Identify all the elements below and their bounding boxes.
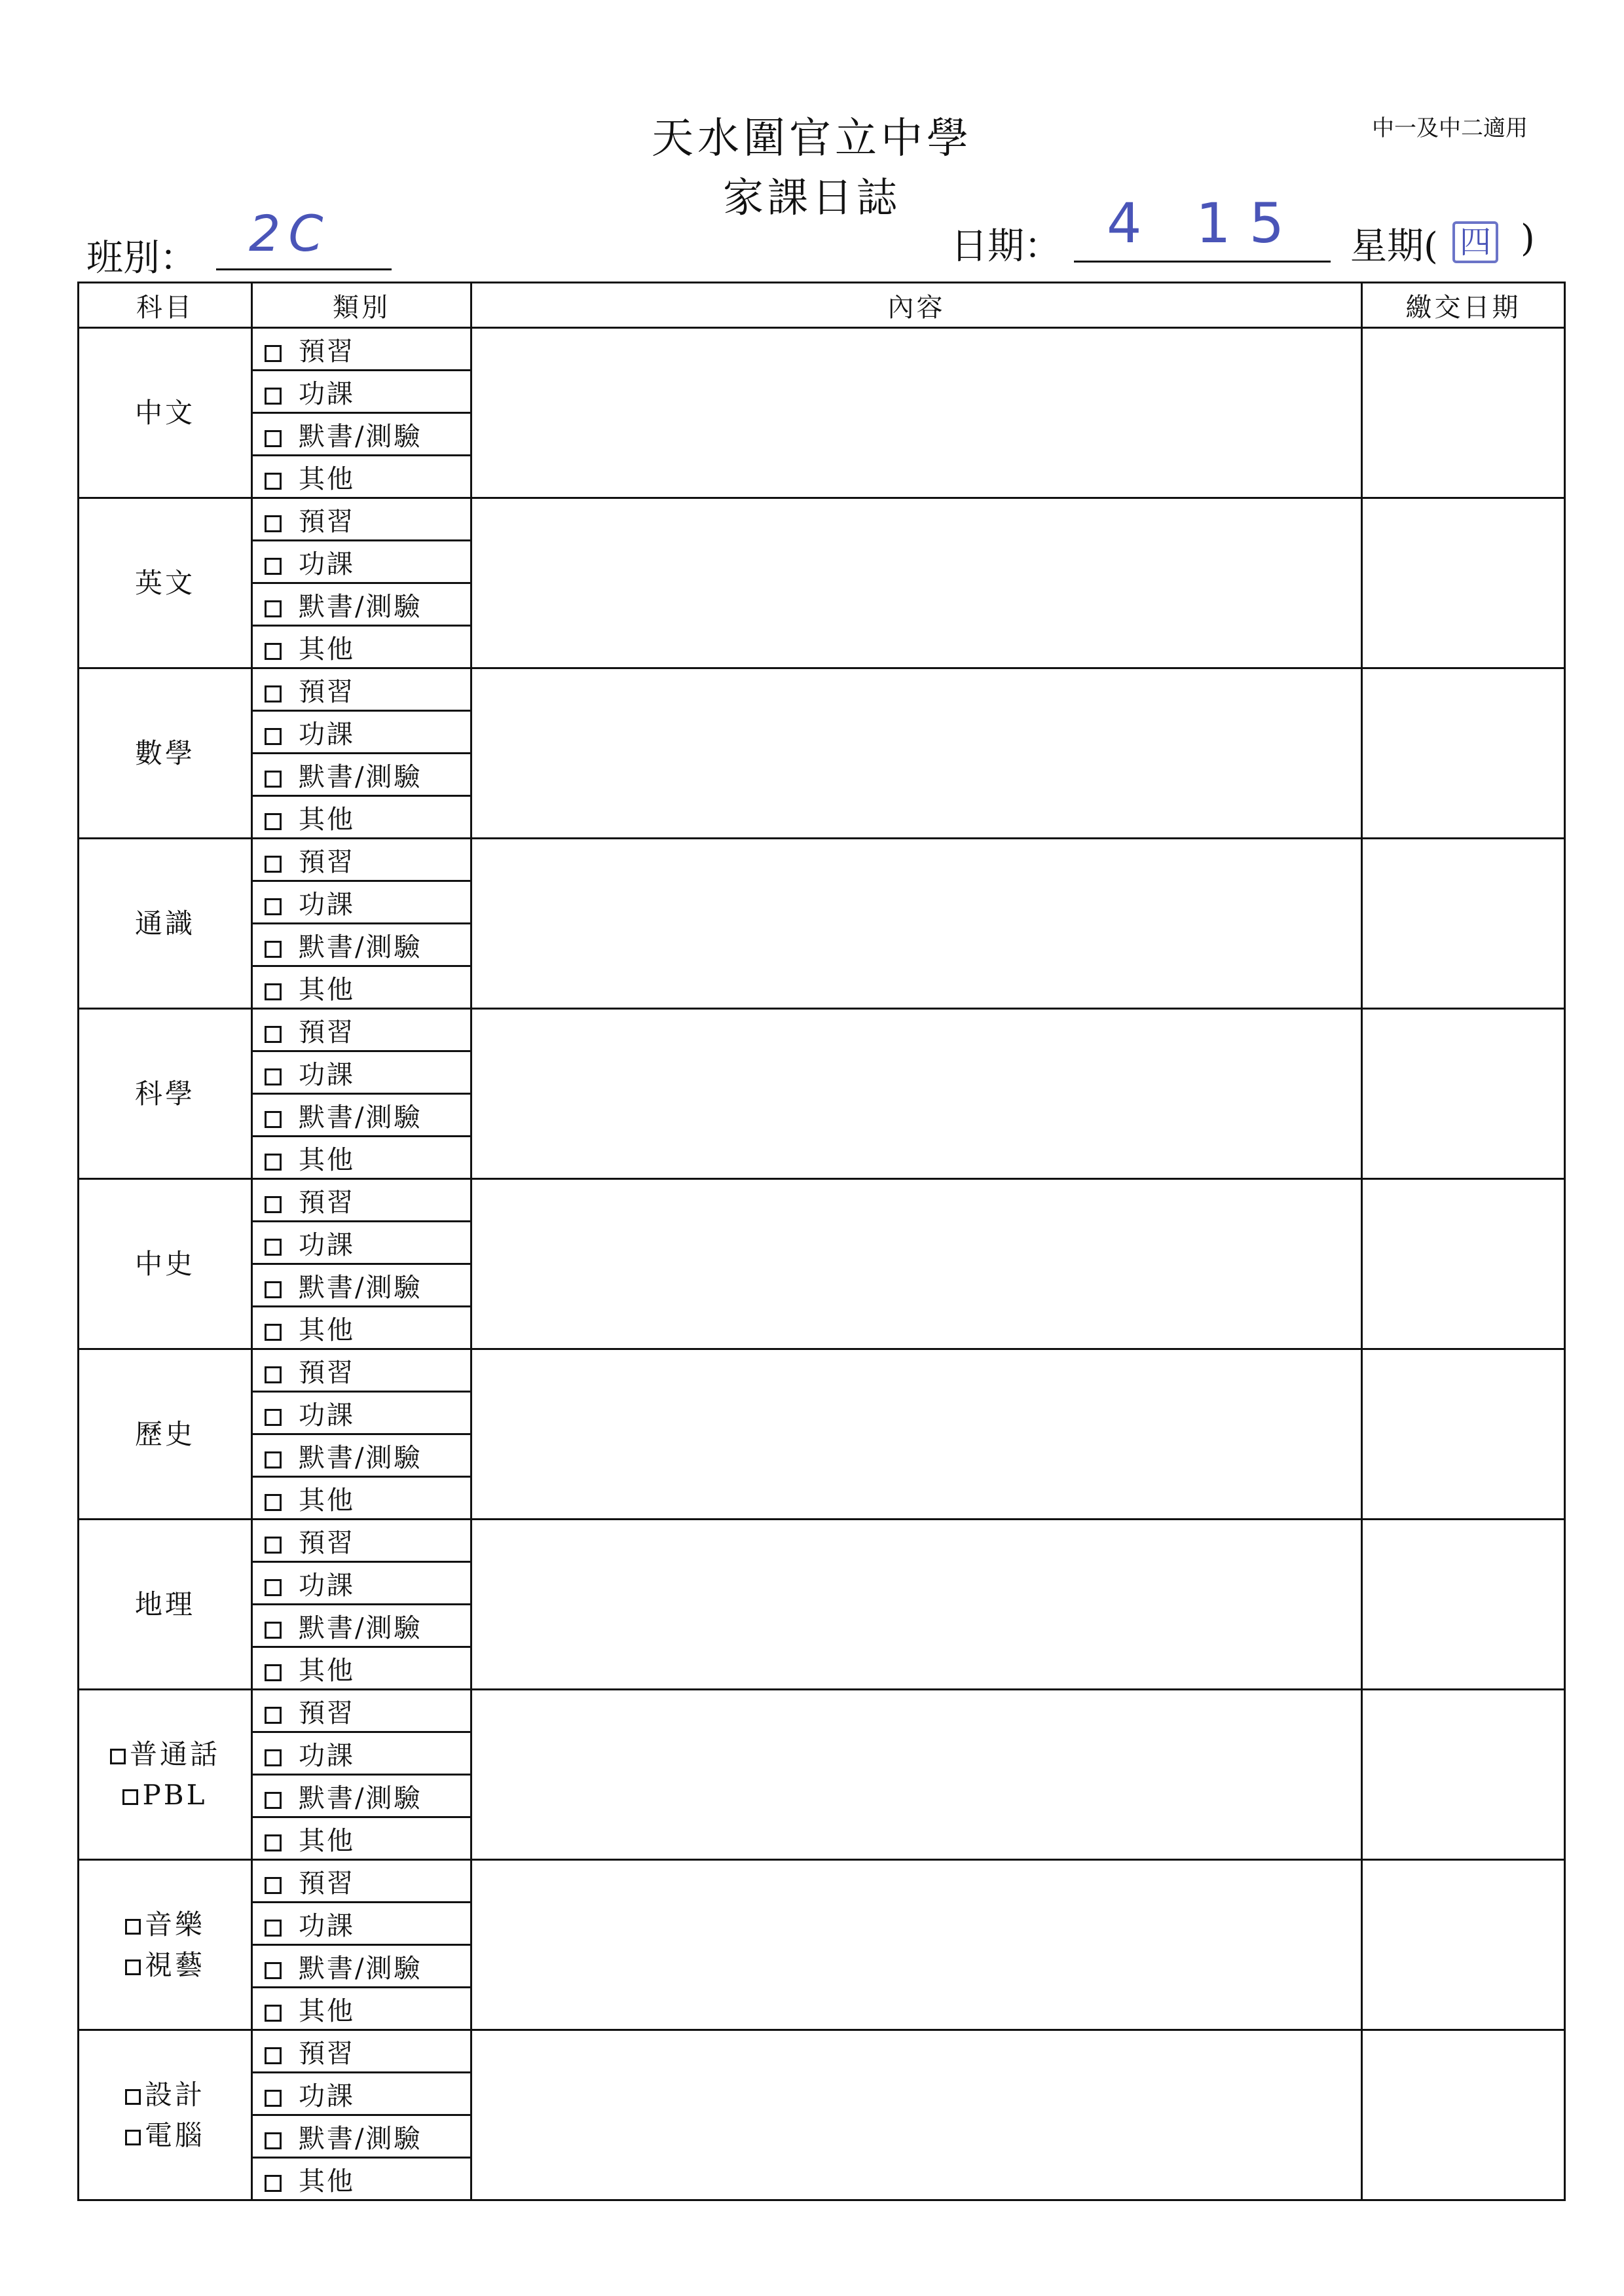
due-date-cell[interactable] (1362, 839, 1565, 1009)
grade-note: 中一及中二適用 (1372, 115, 1528, 141)
subject-label: 地理 (134, 1588, 195, 1620)
table-row (79, 1520, 1565, 1562)
category-label: 功課 (299, 1740, 355, 1771)
content-cell[interactable] (471, 1860, 1362, 2030)
category-checkbox[interactable] (265, 813, 282, 830)
category-checkbox[interactable] (265, 728, 282, 745)
content-cell[interactable] (471, 839, 1362, 1009)
subject-label: 通識 (134, 907, 195, 939)
category-label: 默書/測驗 (299, 1272, 422, 1303)
category-label: 預習 (299, 847, 355, 877)
subject-line (79, 733, 251, 774)
category-label: 預習 (299, 2038, 355, 2069)
category-cell (252, 1562, 471, 1605)
category-cell (252, 328, 471, 371)
due-date-cell[interactable] (1362, 1690, 1565, 1860)
header-content: 內容 (471, 283, 1362, 328)
subject-label: 電腦 (144, 2119, 205, 2151)
due-date-cell[interactable] (1362, 328, 1565, 498)
category-checkbox[interactable] (265, 1792, 282, 1809)
category-checkbox[interactable] (265, 1622, 282, 1639)
category-cell (252, 1647, 471, 1690)
subject-cell (79, 668, 252, 839)
category-label: 功課 (299, 1910, 355, 1941)
category-label: 預習 (299, 1698, 355, 1728)
category-label: 其他 (299, 1995, 355, 2026)
category-label: 預習 (299, 1187, 355, 1218)
category-cell (252, 1307, 471, 1349)
subject-cell (79, 1179, 252, 1349)
category-checkbox[interactable] (265, 1664, 282, 1681)
subject-cell (79, 1860, 252, 2030)
category-checkbox[interactable] (265, 1068, 282, 1085)
category-checkbox[interactable] (265, 2047, 282, 2064)
subject-line (79, 1074, 251, 1114)
category-checkbox[interactable] (265, 1494, 282, 1511)
category-cell (252, 754, 471, 796)
category-label: 功課 (299, 889, 355, 920)
subject-checkbox[interactable] (125, 1959, 141, 1975)
date-field-line (1074, 261, 1331, 263)
school-name: 天水圍官立中學 (652, 115, 972, 163)
category-checkbox[interactable] (265, 1707, 282, 1724)
category-checkbox[interactable] (265, 1877, 282, 1894)
subject-label: 普通話 (129, 1738, 220, 1770)
subject-cell (79, 328, 252, 498)
category-cell (252, 839, 471, 881)
category-checkbox[interactable] (265, 1920, 282, 1937)
category-cell (252, 1732, 471, 1775)
table-row (79, 1349, 1565, 1392)
due-date-cell[interactable] (1362, 498, 1565, 668)
weekday-label: 星期( (1350, 225, 1438, 268)
table-row (79, 328, 1565, 371)
subject-label: PBL (142, 1778, 208, 1811)
subject-checkbox[interactable] (125, 2089, 141, 2105)
date-field[interactable]: 4 15 (1107, 191, 1303, 255)
category-checkbox[interactable] (265, 515, 282, 532)
category-cell (252, 1392, 471, 1434)
category-label: 默書/測驗 (299, 421, 422, 452)
subject-line (79, 1414, 251, 1455)
category-cell (252, 2115, 471, 2158)
category-label: 默書/測驗 (299, 1102, 422, 1133)
category-checkbox[interactable] (265, 1111, 282, 1128)
due-date-cell[interactable] (1362, 1009, 1565, 1179)
category-checkbox[interactable] (265, 473, 282, 490)
category-checkbox[interactable] (265, 2175, 282, 2192)
category-cell (252, 1477, 471, 1520)
category-label: 預習 (299, 506, 355, 537)
category-cell (252, 2073, 471, 2115)
class-field-line (216, 268, 392, 270)
subject-cell (79, 1690, 252, 1860)
date-label: 日期： (951, 225, 1061, 268)
category-cell (252, 1945, 471, 1988)
weekday-close-paren: ) (1521, 217, 1535, 260)
category-label: 功課 (299, 549, 355, 579)
weekday-field[interactable]: 四 (1452, 221, 1498, 263)
category-label: 其他 (299, 1825, 355, 1856)
category-cell (252, 456, 471, 498)
category-cell (252, 2030, 471, 2073)
subject-checkbox[interactable] (122, 1789, 138, 1805)
category-checkbox[interactable] (265, 1366, 282, 1383)
due-date-cell[interactable] (1362, 1520, 1565, 1690)
category-checkbox[interactable] (265, 1196, 282, 1213)
subject-label: 中史 (134, 1247, 195, 1280)
category-cell (252, 413, 471, 456)
subject-label: 設計 (144, 2078, 205, 2111)
due-date-cell[interactable] (1362, 2030, 1565, 2200)
category-checkbox[interactable] (265, 1749, 282, 1766)
table-row (79, 2030, 1565, 2073)
category-label: 其他 (299, 464, 355, 494)
category-cell (252, 1222, 471, 1264)
table-row (79, 1860, 1565, 1903)
category-label: 預習 (299, 1017, 355, 1048)
category-cell (252, 1520, 471, 1562)
table-row (79, 1179, 1565, 1222)
category-checkbox[interactable] (265, 600, 282, 617)
category-cell (252, 1605, 471, 1647)
table-row (79, 668, 1565, 711)
subject-label: 數學 (134, 737, 195, 769)
due-date-cell[interactable] (1362, 1349, 1565, 1520)
due-date-cell[interactable] (1362, 1179, 1565, 1349)
subject-line (79, 1584, 251, 1625)
subject-cell (79, 839, 252, 1009)
category-checkbox[interactable] (265, 1962, 282, 1979)
category-checkbox[interactable] (265, 1324, 282, 1341)
category-label: 功課 (299, 378, 355, 409)
category-checkbox[interactable] (265, 898, 282, 915)
content-cell[interactable] (471, 1520, 1362, 1690)
subject-label: 中文 (134, 396, 195, 429)
subject-line (79, 1775, 251, 1815)
category-checkbox[interactable] (265, 1026, 282, 1043)
category-checkbox[interactable] (265, 558, 282, 575)
category-cell (252, 583, 471, 626)
subject-line (79, 393, 251, 433)
category-label: 其他 (299, 1655, 355, 1686)
category-label: 默書/測驗 (299, 932, 422, 962)
header-due-date: 繳交日期 (1362, 283, 1565, 328)
category-label: 其他 (299, 804, 355, 835)
category-label: 其他 (299, 1144, 355, 1175)
subject-line (79, 563, 251, 604)
category-label: 功課 (299, 2081, 355, 2111)
category-cell (252, 371, 471, 413)
subject-label: 音樂 (144, 1908, 205, 1941)
category-cell (252, 1775, 471, 1817)
category-label: 其他 (299, 2166, 355, 2196)
category-label: 預習 (299, 336, 355, 367)
table-row (79, 839, 1565, 881)
category-label: 功課 (299, 1400, 355, 1430)
category-checkbox[interactable] (265, 2005, 282, 2022)
category-label: 功課 (299, 1059, 355, 1090)
subject-label: 歷史 (134, 1417, 195, 1450)
category-checkbox[interactable] (265, 1451, 282, 1468)
subject-line (79, 1904, 251, 1945)
category-cell (252, 1817, 471, 1860)
header-subject: 科目 (79, 283, 252, 328)
category-checkbox[interactable] (265, 1281, 282, 1298)
category-label: 預習 (299, 676, 355, 707)
category-checkbox[interactable] (265, 771, 282, 788)
table-header-row (79, 283, 1565, 328)
category-cell (252, 711, 471, 754)
category-label: 預習 (299, 1527, 355, 1558)
subject-cell (79, 2030, 252, 2200)
content-cell[interactable] (471, 498, 1362, 668)
category-cell (252, 881, 471, 924)
homework-log-table (77, 282, 1566, 2201)
category-label: 默書/測驗 (299, 1613, 422, 1643)
subject-line (79, 2115, 251, 2156)
category-cell (252, 1264, 471, 1307)
category-label: 功課 (299, 1230, 355, 1260)
subject-cell (79, 498, 252, 668)
content-cell[interactable] (471, 328, 1362, 498)
content-cell[interactable] (471, 2030, 1362, 2200)
table-row (79, 1009, 1565, 1051)
category-cell (252, 626, 471, 668)
subject-label: 科學 (134, 1077, 195, 1110)
class-field[interactable]: 2C (249, 204, 331, 263)
subject-checkbox[interactable] (125, 2130, 141, 2145)
subject-line (79, 1244, 251, 1285)
content-cell[interactable] (471, 1690, 1362, 1860)
due-date-cell[interactable] (1362, 668, 1565, 839)
table-body (79, 328, 1565, 2200)
category-checkbox[interactable] (265, 1834, 282, 1851)
class-label: 班別： (86, 237, 196, 280)
category-cell (252, 541, 471, 583)
subject-cell (79, 1520, 252, 1690)
category-checkbox[interactable] (265, 388, 282, 405)
category-label: 默書/測驗 (299, 1783, 422, 1813)
subject-cell (79, 1349, 252, 1520)
category-cell (252, 1094, 471, 1137)
subject-line (79, 903, 251, 944)
due-date-cell[interactable] (1362, 1860, 1565, 2030)
subject-line (79, 1945, 251, 1986)
category-checkbox[interactable] (265, 1579, 282, 1596)
category-label: 默書/測驗 (299, 1953, 422, 1984)
category-label: 功課 (299, 1570, 355, 1601)
category-checkbox[interactable] (265, 643, 282, 660)
log-title: 家課日誌 (722, 173, 901, 221)
category-label: 預習 (299, 1357, 355, 1388)
category-cell (252, 1009, 471, 1051)
subject-cell (79, 1009, 252, 1179)
category-checkbox[interactable] (265, 1537, 282, 1554)
subject-line (79, 2075, 251, 2115)
category-checkbox[interactable] (265, 1409, 282, 1426)
content-cell[interactable] (471, 1009, 1362, 1179)
table-row (79, 1690, 1565, 1732)
category-checkbox[interactable] (265, 430, 282, 447)
category-cell (252, 498, 471, 541)
category-label: 其他 (299, 634, 355, 665)
category-cell (252, 1434, 471, 1477)
subject-checkbox[interactable] (110, 1749, 126, 1764)
category-checkbox[interactable] (265, 2132, 282, 2149)
category-label: 其他 (299, 1485, 355, 1516)
category-label: 默書/測驗 (299, 1442, 422, 1473)
category-label: 默書/測驗 (299, 591, 422, 622)
category-label: 其他 (299, 974, 355, 1005)
category-cell (252, 796, 471, 839)
category-cell (252, 1179, 471, 1222)
category-checkbox[interactable] (265, 2090, 282, 2107)
category-checkbox[interactable] (265, 1239, 282, 1256)
category-cell (252, 2158, 471, 2200)
subject-label: 視藝 (144, 1948, 205, 1981)
category-cell (252, 1051, 471, 1094)
category-checkbox[interactable] (265, 983, 282, 1000)
category-cell (252, 1860, 471, 1903)
subject-checkbox[interactable] (125, 1919, 141, 1935)
category-label: 其他 (299, 1315, 355, 1345)
content-cell[interactable] (471, 1349, 1362, 1520)
category-cell (252, 1349, 471, 1392)
content-cell[interactable] (471, 668, 1362, 839)
category-cell (252, 924, 471, 966)
category-checkbox[interactable] (265, 345, 282, 362)
category-cell (252, 668, 471, 711)
category-checkbox[interactable] (265, 1154, 282, 1171)
category-cell (252, 1988, 471, 2030)
subject-label: 英文 (134, 566, 195, 599)
category-label: 預習 (299, 1868, 355, 1899)
category-cell (252, 1137, 471, 1179)
category-cell (252, 1690, 471, 1732)
category-label: 默書/測驗 (299, 761, 422, 792)
category-checkbox[interactable] (265, 941, 282, 958)
category-cell (252, 966, 471, 1009)
category-label: 默書/測驗 (299, 2123, 422, 2154)
header-category: 類別 (252, 283, 471, 328)
subject-line (79, 1734, 251, 1775)
content-cell[interactable] (471, 1179, 1362, 1349)
table-row (79, 498, 1565, 541)
category-cell (252, 1903, 471, 1945)
category-checkbox[interactable] (265, 685, 282, 702)
category-label: 功課 (299, 719, 355, 750)
category-checkbox[interactable] (265, 856, 282, 873)
